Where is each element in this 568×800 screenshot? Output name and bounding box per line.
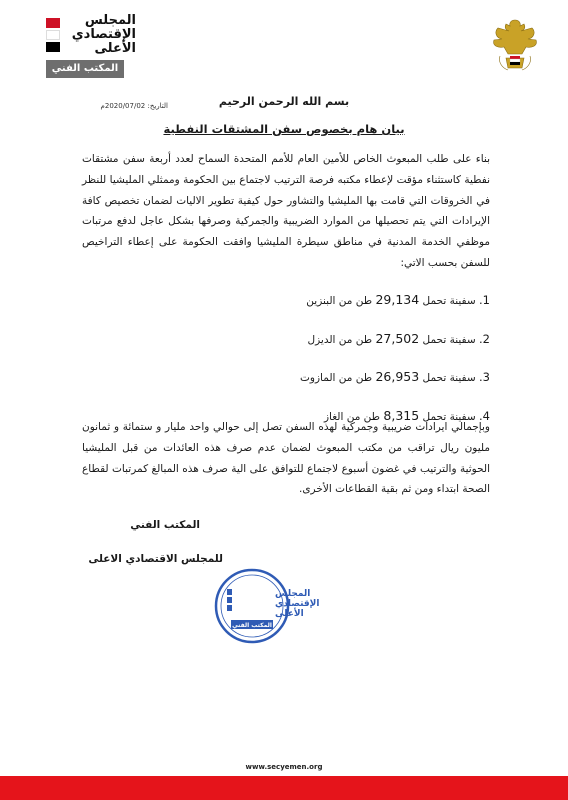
yemen-eagle-emblem-icon <box>484 14 546 76</box>
body-paragraph-intro: بناء على طلب المبعوث الخاص للأمين العام للأمم المتحدة السماح لعدد أربعة سفن مشتقات نفطية كاستثناء مؤقت لإعطاء مكتبه فرصة الترتيب لاجتماع بين الحكومة وممثلي المليشيا للنظر في الخروقات التي قامت بها المليشيا والتشاور حول كيفية تطوير الاليات لضمان تخصيص كافة الإيرادات التي يتم تحصيلها من الموارد الضريبية والجمركية وصرفها بشكل عاجل لدفع مرتبات موظفي الخدمة المدنية في مناطق سيطرة المليشيا وافقت الحكومة على إعطاء التراخيص للسفن بحسب الاتي: <box>82 153 490 269</box>
list-item: 4. سفينة تحمل 8,315 طن من الغاز <box>323 407 490 423</box>
list-item: 3. سفينة تحمل 26,953 طن من المازوت <box>300 369 490 384</box>
signature-office: المكتب الفني <box>130 519 200 531</box>
document-subject: بيان هام بخصوص سفن المشتقات النفطية <box>163 122 405 136</box>
council-logo-text: المجلس الإقتصادي الأعلى <box>71 13 136 56</box>
signature-council: للمجلس الاقتصادي الاعلى <box>88 553 223 565</box>
council-stamp <box>213 567 320 645</box>
list-item: 1. سفينة تحمل 29,134 طن من البنزين <box>306 292 490 307</box>
basmala: بسم الله الرحمن الرحيم <box>218 95 350 108</box>
svg-text:الأعلى: الأعلى <box>275 609 304 619</box>
svg-text:المكتب الفني: المكتب الفني <box>232 622 272 629</box>
office-badge: المكتب الفني <box>46 60 124 78</box>
footer-website: www.secyemen.org <box>245 763 323 771</box>
flag-bars <box>46 18 60 54</box>
document-date: التاريخ: 2020/07/02م <box>100 102 168 110</box>
footer-bar <box>0 776 568 800</box>
svg-text:المجلس: المجلس <box>275 589 311 599</box>
svg-text:الإقتصادي: الإقتصادي <box>275 599 320 609</box>
body-paragraph-total: وبإجمالي ايرادات ضريبية وجمركية لهذه السفن تصل إلى حوالي واحد مليار و ستمائة و ثمانون مليون ريال تراقب من مكتب المبعوث لضمان عدم صرف هذه العائدات من قبل المليشيا الحوثية والترتيب في غضون أسبوع لاجتماع للتوافق على الية صرف هذه المبالغ كمرتبات لقطاع الصحة ابتداء ومن ثم بقية القطاعات الأخرى. <box>82 421 490 496</box>
list-item: 2. سفينة تحمل 27,502 طن من الديزل <box>307 330 490 346</box>
